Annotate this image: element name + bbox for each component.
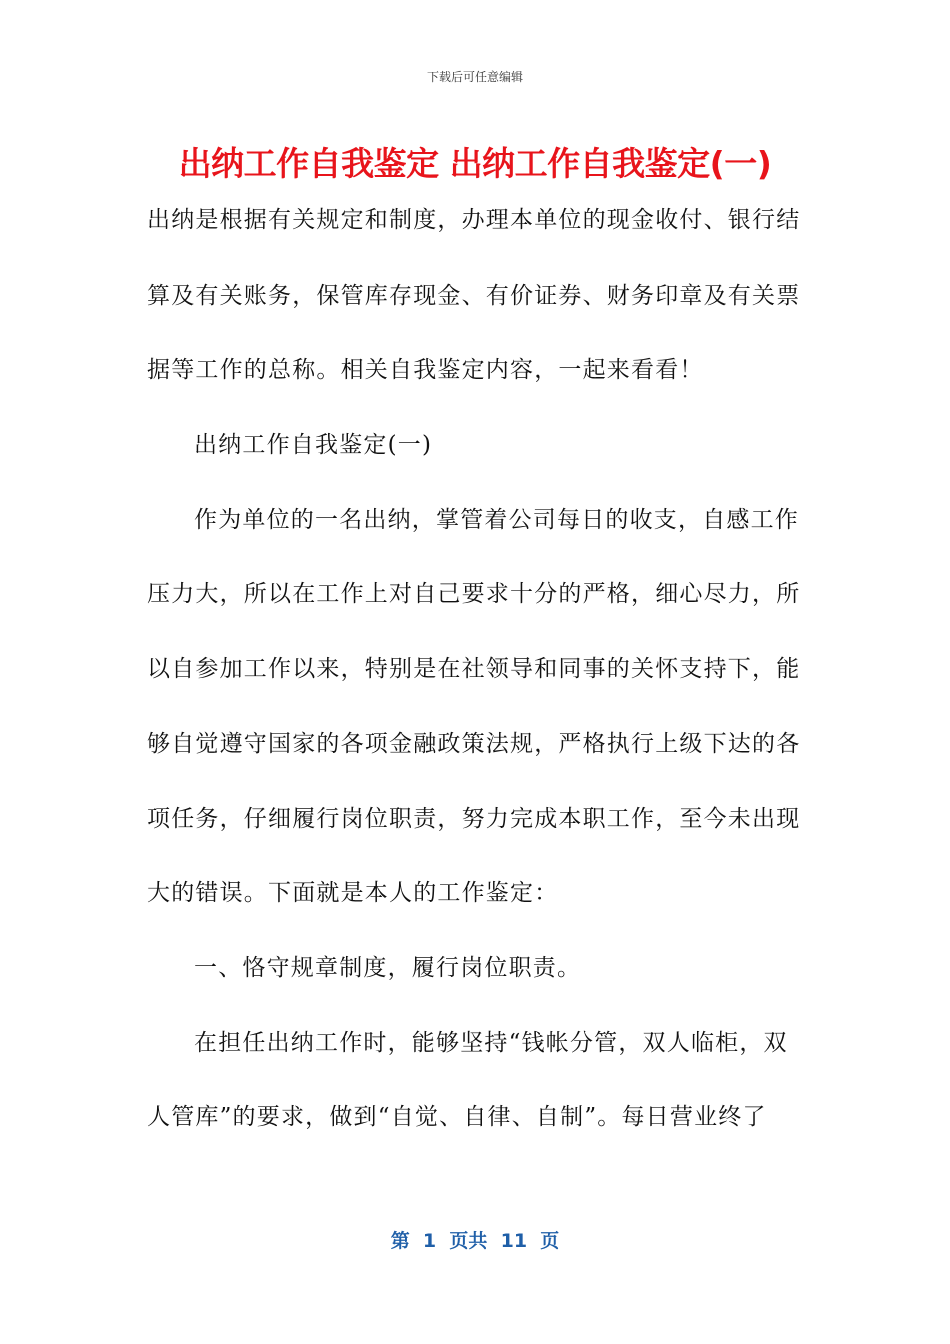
body-line: 够自觉遵守国家的各项金融政策法规，严格执行上级下达的各 [147,731,801,757]
body-line: 人管库”的要求，做到“自觉、自律、自制”。每日营业终了 [147,1104,767,1130]
body-line: 算及有关账务，保管库存现金、有价证券、财务印章及有关票 [147,283,801,309]
body-line: 出纳是根据有关规定和制度，办理本单位的现金收付、银行结 [147,207,801,233]
body-line: 大的错误。下面就是本人的工作鉴定： [147,880,559,906]
subsection-heading: 一、恪守规章制度，履行岗位职责。 [194,955,582,981]
body-line: 据等工作的总称。相关自我鉴定内容，一起来看看！ [147,357,704,383]
page-number: 第 1 页共 11 页 [390,1230,560,1252]
body-line: 作为单位的一名出纳，掌管着公司每日的收支，自感工作 [194,507,799,533]
body-line: 在担任出纳工作时，能够坚持“钱帐分管，双人临柜，双 [194,1030,788,1056]
section-heading: 出纳工作自我鉴定(一) [194,432,433,458]
document-title: 出纳工作自我鉴定 出纳工作自我鉴定(一) [178,144,772,183]
download-note: 下载后可任意编辑 [426,70,523,84]
body-line: 以自参加工作以来，特别是在社领导和同事的关怀支持下，能 [147,656,801,682]
body-line: 项任务，仔细履行岗位职责，努力完成本职工作，至今未出现 [147,806,801,832]
body-line: 压力大，所以在工作上对自己要求十分的严格，细心尽力，所 [147,581,801,607]
